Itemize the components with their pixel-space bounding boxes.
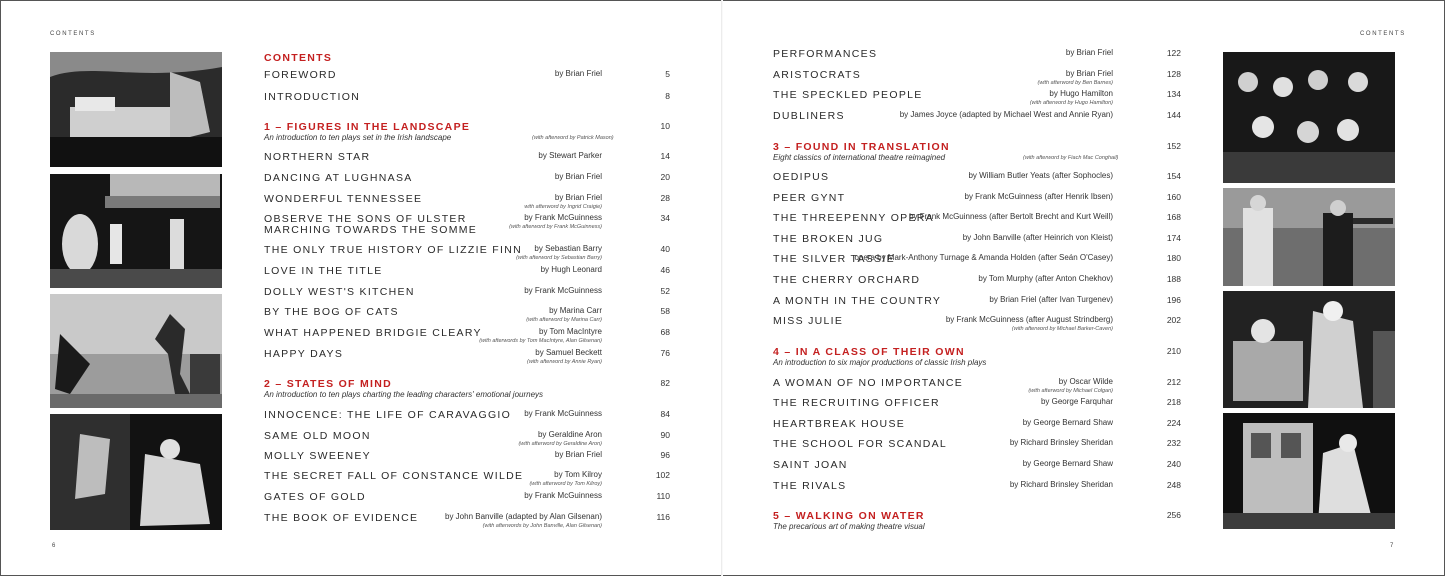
toc-page-number: 188	[1166, 274, 1181, 284]
toc-title: THE SECRET FALL OF CONSTANCE WILDE	[264, 470, 524, 482]
toc-entry[interactable]	[773, 233, 1181, 253]
toc-title: HEARTBREAK HOUSE	[773, 418, 906, 430]
toc-afterword-note: (with afterword by Frank McGuinness)	[509, 224, 602, 230]
contents-heading	[264, 52, 670, 66]
running-head-right: CONTENTS	[1360, 31, 1406, 37]
stage-photo-writing-scene	[50, 414, 222, 530]
toc-title: INNOCENCE: THE LIFE OF CARAVAGGIO	[264, 409, 512, 421]
toc-credit: by Geraldine Aron	[537, 430, 602, 439]
toc-title: THE BROKEN JUG	[773, 233, 884, 245]
stage-photo-ship-scene	[50, 174, 222, 288]
toc-page-number: 160	[1166, 192, 1181, 202]
toc-page-number: 202	[1166, 315, 1181, 325]
toc-page-number: 84	[660, 409, 670, 419]
toc-title: MISS JULIE	[773, 315, 844, 327]
section-page-number: 152	[1166, 141, 1181, 151]
toc-title: THE SCHOOL FOR SCANDAL	[773, 438, 948, 450]
toc-title: PEER GYNT	[773, 192, 846, 204]
toc-entry[interactable]	[264, 450, 670, 470]
toc-page-number: 212	[1166, 377, 1181, 387]
toc-credit: by John Banville (adapted by Alan Gilsenan)	[445, 512, 602, 521]
toc-entry[interactable]	[264, 193, 670, 213]
toc-title: DANCING AT LUGHNASA	[264, 172, 413, 184]
toc-credit: by Stewart Parker	[538, 151, 602, 160]
toc-page-number: 110	[656, 491, 670, 501]
toc-entry[interactable]	[264, 306, 670, 326]
running-head-left: CONTENTS	[50, 31, 96, 37]
toc-page-number: 248	[1166, 480, 1181, 490]
toc-title: BY THE BOG OF CATS	[264, 306, 399, 318]
toc-title: FOREWORD	[264, 69, 337, 81]
section-heading[interactable]	[264, 378, 670, 402]
toc-title: THE SPECKLED PEOPLE	[773, 89, 923, 101]
toc-title: MOLLY SWEENEY	[264, 450, 371, 462]
toc-page-number: 40	[660, 244, 670, 254]
toc-credit: opera by Mark-Anthony Turnage & Amanda Holden (after Seán O'Casey)	[854, 253, 1113, 262]
section-title: 1 – FIGURES IN THE LANDSCAPE	[264, 121, 471, 133]
section-heading[interactable]	[773, 346, 1181, 370]
toc-title: LOVE IN THE TITLE	[264, 265, 383, 277]
toc-credit: by John Banville (after Heinrich von Kleist)	[962, 233, 1113, 242]
section-afterword-note: (with afterword by Fiach Mac Conghail)	[1023, 155, 1119, 161]
toc-entry[interactable]	[773, 295, 1181, 315]
toc-entry[interactable]	[264, 491, 670, 511]
toc-entry[interactable]	[264, 172, 670, 192]
toc-credit: by Frank McGuinness (after Henrik Ibsen)	[964, 192, 1113, 201]
toc-credit: by Brian Friel	[554, 172, 602, 181]
toc-entry[interactable]	[264, 213, 670, 239]
section-page-number: 82	[660, 378, 670, 388]
toc-afterword-note: (with afterword by Marina Carr)	[526, 317, 602, 323]
toc-entry[interactable]	[264, 151, 670, 171]
toc-afterword-note: (with afterword by Tom Kilroy)	[529, 481, 602, 487]
toc-page-number: 134	[1166, 89, 1181, 99]
toc-title: THE THREEPENNY OPERA	[773, 212, 934, 224]
spine-gutter	[721, 0, 723, 576]
toc-credit: by Frank McGuinness (after Bertolt Brecht and Kurt Weill)	[909, 212, 1113, 221]
toc-afterword-note: (with afterwords by John Banville, Alan Gilsenan)	[482, 523, 602, 529]
toc-credit: by Brian Friel	[554, 69, 602, 78]
section-intro: An introduction to ten plays set in the Irish landscape	[264, 133, 452, 142]
toc-afterword-note: (with afterword by Ben Barnes)	[1037, 80, 1113, 86]
stage-photo-bedside-scene	[1223, 291, 1395, 408]
toc-title: THE CHERRY ORCHARD	[773, 274, 921, 286]
section-title: 5 – WALKING ON WATER	[773, 510, 925, 522]
toc-page-number: 154	[1166, 171, 1181, 181]
toc-credit: by Tom Murphy (after Anton Chekhov)	[978, 274, 1113, 283]
toc-credit: by William Butler Yeats (after Sophocles)	[968, 171, 1113, 180]
toc-title: THE ONLY TRUE HISTORY OF LIZZIE FINN	[264, 244, 523, 256]
toc-title: THE RECRUITING OFFICER	[773, 397, 940, 409]
toc-page-number: 224	[1166, 418, 1181, 428]
toc-title: WHAT HAPPENED BRIDGIE CLEARY	[264, 327, 482, 339]
toc-credit: by George Farquhar	[1040, 397, 1113, 406]
toc-credit: by Brian Friel	[554, 450, 602, 459]
section-heading[interactable]	[773, 510, 1181, 534]
toc-afterword-note: with afterword by Ingrid Craigie)	[524, 204, 602, 210]
toc-title: DUBLINERS	[773, 110, 845, 122]
section-intro: The precarious art of making theatre visual	[773, 522, 925, 531]
toc-credit: by Brian Friel	[554, 193, 602, 202]
toc-afterword-note: (with afterword by Hugo Hamilton)	[1029, 100, 1113, 106]
toc-credit: by James Joyce (adapted by Michael West and Annie Ryan)	[899, 110, 1113, 119]
section-intro: An introduction to ten plays charting the leading characters' emotional journeys	[264, 390, 544, 399]
toc-entry[interactable]	[773, 253, 1181, 273]
toc-entry[interactable]	[773, 69, 1181, 89]
toc-entry[interactable]	[264, 91, 670, 111]
toc-page-number: 116	[656, 512, 670, 522]
toc-credit: by Frank McGuinness	[524, 491, 602, 500]
contents-title: CONTENTS	[264, 52, 333, 64]
toc-credit: by Brian Friel	[1065, 48, 1113, 57]
stage-photo-bed-scene	[50, 52, 222, 167]
stage-photo-dancer-scene	[50, 294, 222, 408]
toc-credit: by Brian Friel (after Ivan Turgenev)	[989, 295, 1113, 304]
toc-credit: by Frank McGuinness (after August Strindberg)	[945, 315, 1113, 324]
toc-entry[interactable]	[264, 470, 670, 490]
toc-credit: by Samuel Beckett	[535, 348, 602, 357]
toc-entry[interactable]	[773, 315, 1181, 335]
toc-page-number: 34	[660, 213, 670, 223]
toc-page-number: 90	[660, 430, 670, 440]
toc-page-number: 218	[1166, 397, 1181, 407]
toc-title: PERFORMANCES	[773, 48, 878, 60]
section-page-number: 210	[1166, 346, 1181, 356]
section-page-number: 10	[660, 121, 670, 131]
toc-page-number: 5	[665, 69, 670, 79]
toc-credit: by Frank McGuinness	[524, 286, 602, 295]
toc-page-number: 8	[665, 91, 670, 101]
toc-page-number: 122	[1166, 48, 1181, 58]
toc-page-number: 196	[1166, 295, 1181, 305]
toc-title: THE SILVER TASSIE	[773, 253, 895, 265]
toc-credit: by Marina Carr	[549, 306, 602, 315]
toc-credit: by George Bernard Shaw	[1022, 459, 1113, 468]
toc-entry[interactable]	[773, 212, 1181, 232]
toc-credit: by Hugo Hamilton	[1049, 89, 1113, 98]
toc-afterword-note: (with afterword by Sebastian Barry)	[516, 255, 602, 261]
toc-title: THE RIVALS	[773, 480, 847, 492]
toc-credit: by Hugh Leonard	[540, 265, 602, 274]
section-title: 4 – IN A CLASS OF THEIR OWN	[773, 346, 965, 358]
toc-credit: by Frank McGuinness	[524, 213, 602, 222]
toc-credit: by George Bernard Shaw	[1022, 418, 1113, 427]
toc-credit: by Tom MacIntyre	[539, 327, 602, 336]
toc-title: OBSERVE THE SONS OF ULSTER	[264, 213, 467, 225]
toc-page-number: 174	[1166, 233, 1181, 243]
toc-entry[interactable]	[264, 512, 670, 532]
toc-title: NORTHERN STAR	[264, 151, 371, 163]
toc-title: ARISTOCRATS	[773, 69, 862, 81]
stage-photo-stage-set-scene	[1223, 413, 1395, 529]
toc-entry[interactable]	[264, 286, 670, 306]
toc-afterword-note: (with afterword by Annie Ryan)	[527, 359, 602, 365]
toc-page-number: 28	[660, 193, 670, 203]
toc-credit: by Richard Brinsley Sheridan	[1009, 438, 1113, 447]
toc-title: DOLLY WEST'S KITCHEN	[264, 286, 415, 298]
toc-entry[interactable]	[773, 397, 1181, 417]
section-title: 3 – FOUND IN TRANSLATION	[773, 141, 950, 153]
toc-entry[interactable]	[773, 171, 1181, 191]
toc-page-number: 144	[1166, 110, 1181, 120]
toc-entry[interactable]	[264, 265, 670, 285]
toc-page-number: 58	[660, 306, 670, 316]
section-title: 2 – STATES OF MIND	[264, 378, 393, 390]
toc-title: WONDERFUL TENNESSEE	[264, 193, 423, 205]
toc-entry[interactable]	[773, 274, 1181, 294]
toc-entry[interactable]	[773, 48, 1181, 68]
toc-title: GATES OF GOLD	[264, 491, 366, 503]
toc-afterword-note: (with afterword by Michael Barker-Caven)	[1011, 326, 1113, 332]
section-intro: Eight classics of international theatre reimagined	[773, 153, 946, 162]
toc-page-number: 240	[1166, 459, 1181, 469]
toc-title: THE BOOK OF EVIDENCE	[264, 512, 419, 524]
toc-title-line-2: MARCHING TOWARDS THE SOMME	[264, 224, 478, 236]
section-afterword-note: (with afterword by Patrick Mason)	[532, 135, 614, 141]
toc-credit: by Tom Kilroy	[554, 470, 602, 479]
toc-title: INTRODUCTION	[264, 91, 361, 103]
toc-title: A WOMAN OF NO IMPORTANCE	[773, 377, 964, 389]
toc-title: HAPPY DAYS	[264, 348, 344, 360]
toc-entry[interactable]	[773, 89, 1181, 109]
toc-page-number: 232	[1166, 438, 1181, 448]
toc-credit: by Oscar Wilde	[1058, 377, 1113, 386]
toc-entry[interactable]	[264, 327, 670, 347]
toc-afterword-note: (with afterword by Geraldine Aron)	[518, 441, 602, 447]
toc-entry[interactable]	[773, 438, 1181, 458]
toc-entry[interactable]	[264, 430, 670, 450]
toc-entry[interactable]	[773, 377, 1181, 397]
toc-page-number: 102	[655, 470, 670, 480]
folio-right: 7	[1390, 543, 1394, 549]
folio-left: 6	[52, 543, 56, 549]
toc-page-number: 46	[660, 265, 670, 275]
toc-page-number: 76	[660, 348, 670, 358]
section-heading[interactable]	[773, 141, 1181, 165]
toc-title: SAME OLD MOON	[264, 430, 371, 442]
toc-credit: by Sebastian Barry	[534, 244, 602, 253]
toc-entry[interactable]	[264, 348, 670, 368]
toc-credit: by Brian Friel	[1065, 69, 1113, 78]
toc-entry[interactable]	[773, 459, 1181, 479]
toc-entry[interactable]	[264, 69, 670, 89]
toc-page-number: 20	[660, 172, 670, 182]
toc-entry[interactable]	[773, 192, 1181, 212]
toc-entry[interactable]	[773, 480, 1181, 500]
toc-page-number: 96	[660, 450, 670, 460]
section-intro: An introduction to six major productions of classic Irish plays	[773, 358, 987, 367]
stage-photo-period-costume-scene	[1223, 188, 1395, 286]
toc-entry[interactable]	[773, 110, 1181, 130]
toc-page-number: 128	[1166, 69, 1181, 79]
toc-page-number: 68	[660, 327, 670, 337]
toc-entry[interactable]	[264, 244, 670, 264]
toc-title: SAINT JOAN	[773, 459, 848, 471]
toc-page-number: 168	[1166, 212, 1181, 222]
toc-afterword-note: (with afterword by Michael Colgan)	[1028, 388, 1113, 394]
toc-credit: by Richard Brinsley Sheridan	[1009, 480, 1113, 489]
toc-entry[interactable]	[773, 418, 1181, 438]
stage-photo-crowd-scene	[1223, 52, 1395, 183]
toc-afterword-note: (with afterwords by Tom MacIntyre, Alan Gilsenan)	[479, 338, 602, 344]
toc-title: OEDIPUS	[773, 171, 830, 183]
toc-page-number: 52	[660, 286, 670, 296]
toc-page-number: 14	[660, 151, 670, 161]
toc-page-number: 180	[1166, 253, 1181, 263]
toc-credit: by Frank McGuinness	[524, 409, 602, 418]
toc-title: A MONTH IN THE COUNTRY	[773, 295, 942, 307]
toc-entry[interactable]	[264, 409, 670, 429]
section-heading[interactable]	[264, 121, 670, 145]
section-page-number: 256	[1166, 510, 1181, 520]
